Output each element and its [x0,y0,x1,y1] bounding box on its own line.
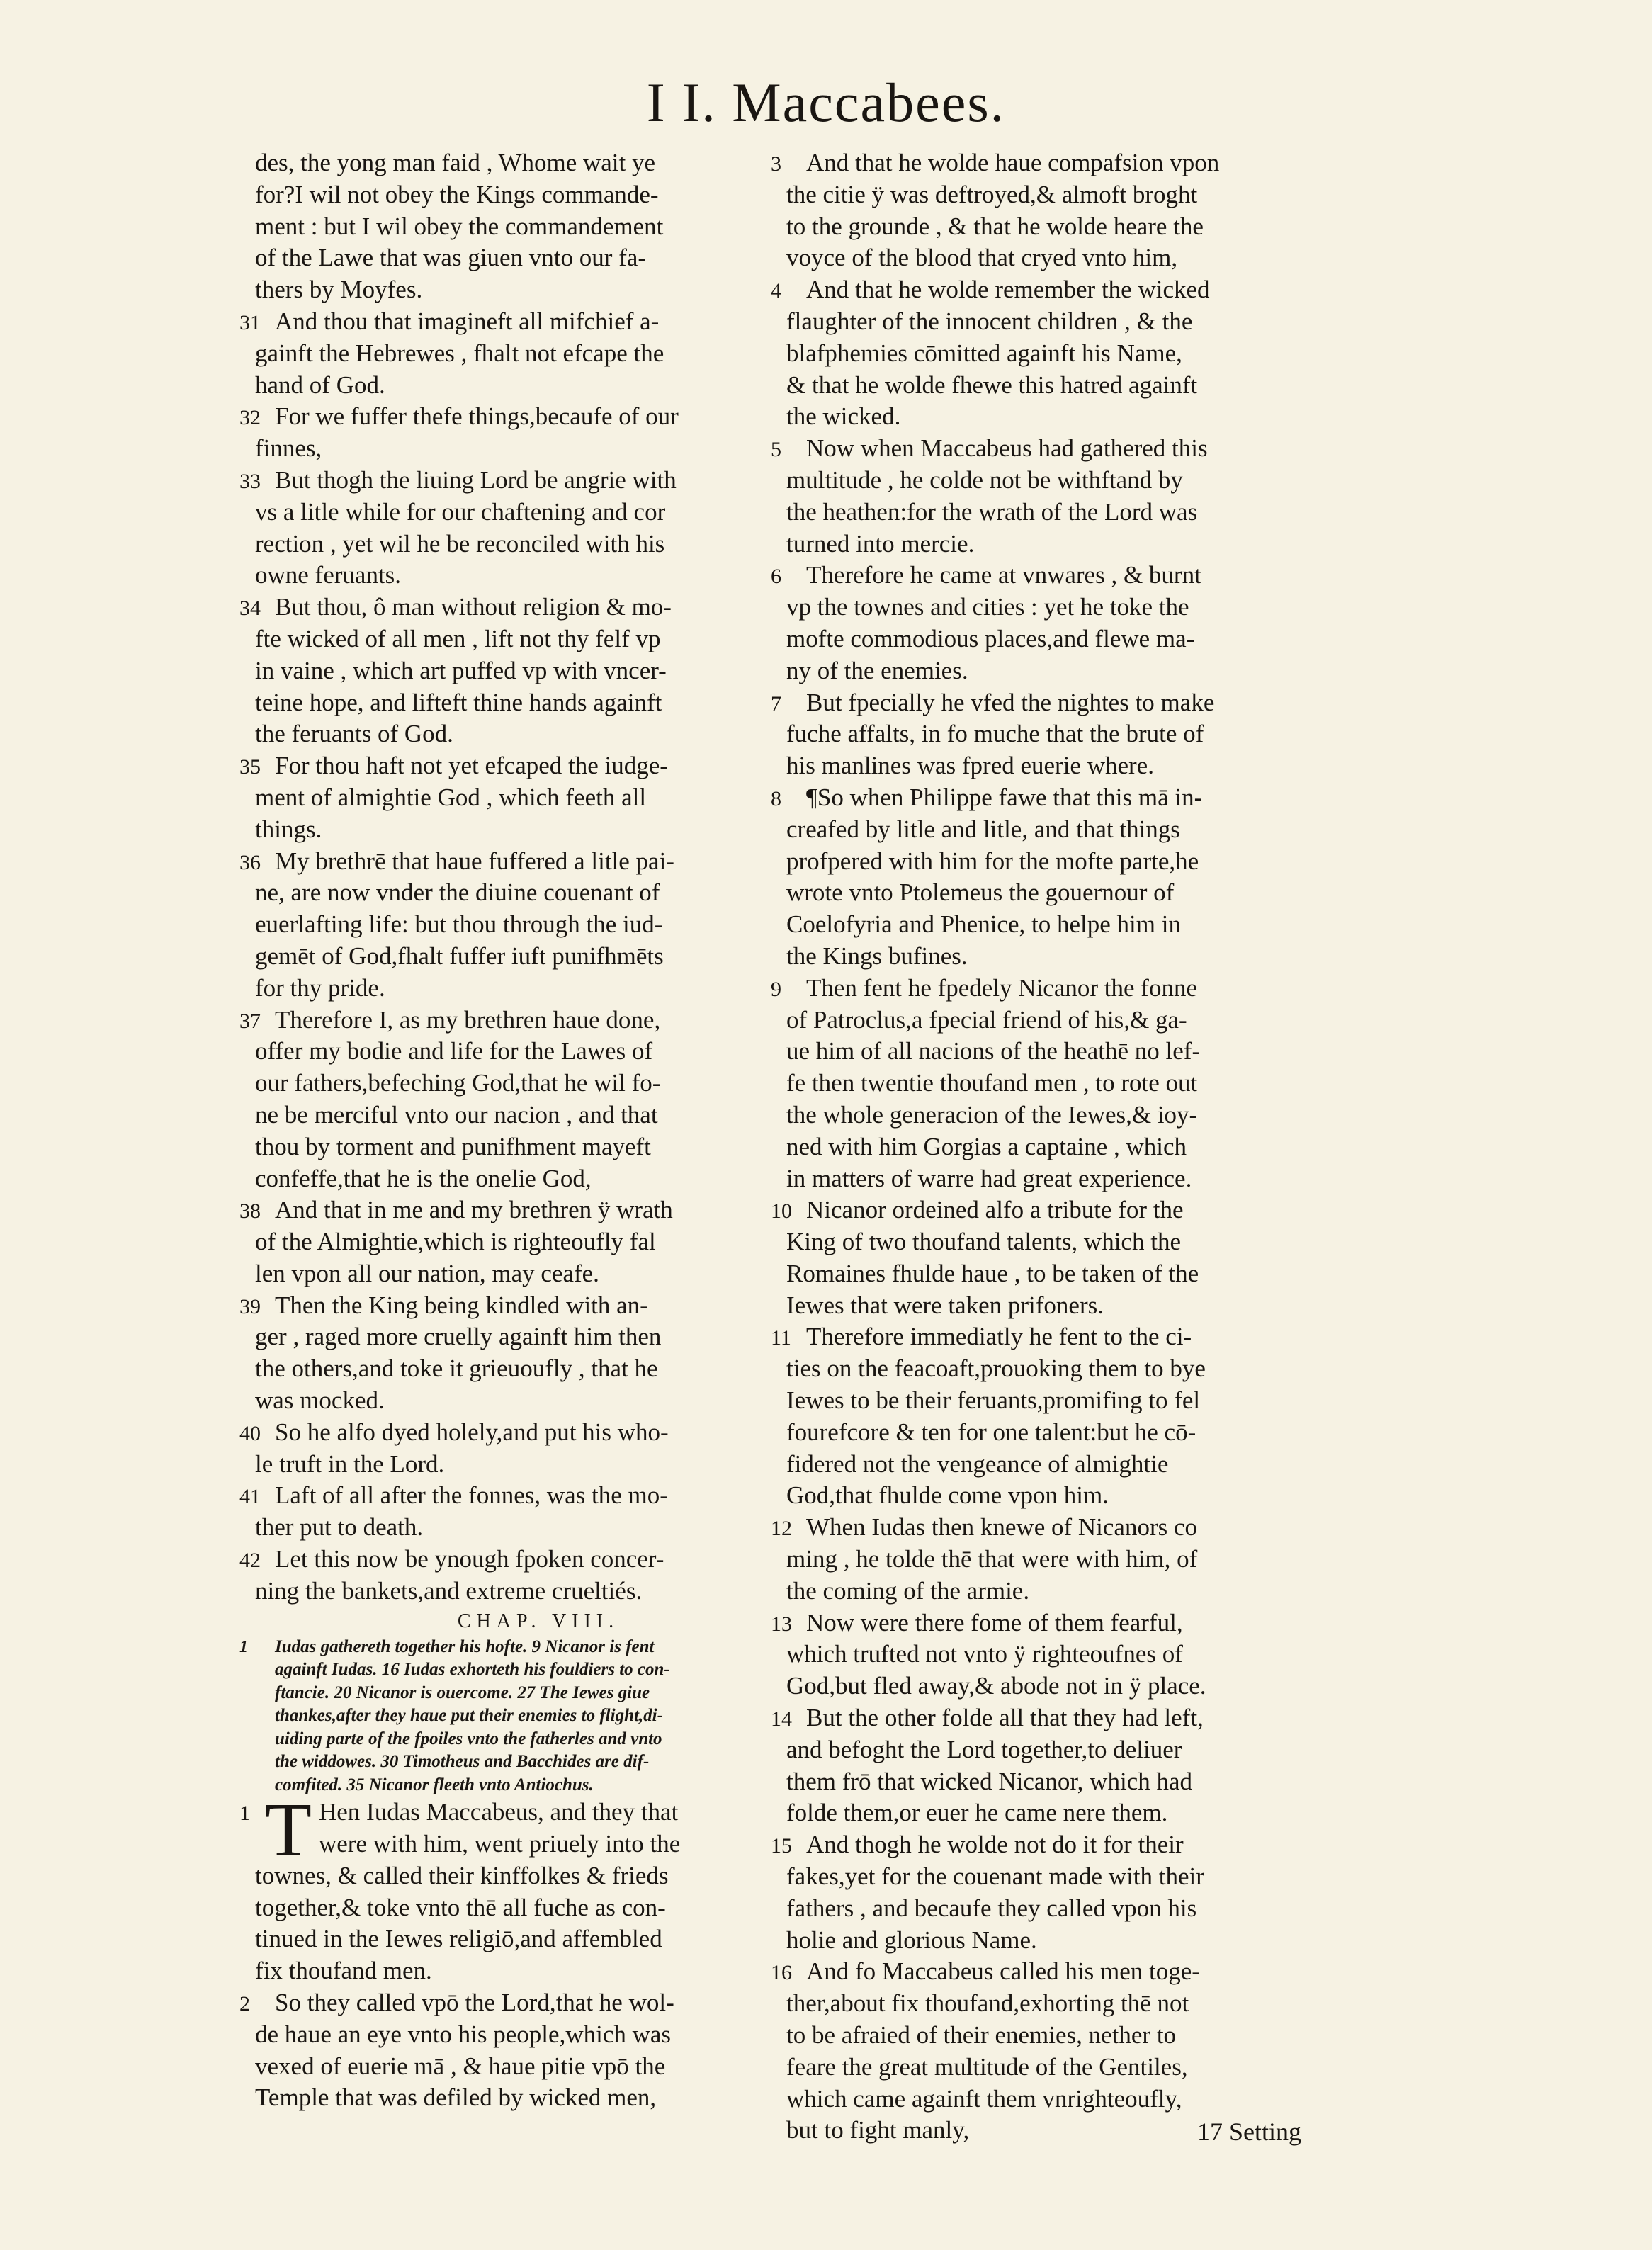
line-text: teine hope, and lifteft thine hands againft [255,688,662,716]
verse-number: 12 [771,1517,792,1541]
line-text: Now when Maccabeus had gathered this [806,434,1208,463]
text-line [255,147,793,179]
text-line [239,750,793,782]
text-line [255,1385,793,1417]
text-line [786,877,1346,909]
line-text: And that he wolde haue compafsion vpon [806,149,1220,176]
text-line [255,941,793,973]
line-text: God,that fhulde come vpon him. [786,1481,1109,1510]
text-line [771,433,1346,465]
line-text: fidered not the vengeance of almightie [786,1449,1169,1478]
line-text: And that he wolde remember the wicked [806,276,1210,304]
line-text: ment of almightie God , which feeth all [255,783,647,811]
line-text: and befoght the Lord together,to deliuer [786,1735,1182,1763]
text-line [786,370,1346,402]
text-line [786,814,1346,846]
line-text: but to fight manly, [786,2116,970,2144]
line-text: which trufted not vnto ÿ righteoufnes of [786,1640,1183,1668]
line-text: his manlines was fpred euerie where. [786,752,1154,780]
text-line [255,528,793,560]
text-line [786,1036,1346,1068]
verse-number: 1 [239,1802,250,1826]
summary-text: thankes,after they haue put their enemies to flight,di- [275,1706,663,1726]
text-line [786,401,1346,433]
line-text: ny of the enemies. [786,656,968,684]
text-line [255,1131,793,1163]
line-text: our fathers,befeching God,that he wil fo- [255,1069,661,1097]
line-text: the heathen:for the wrath of the Lord was [786,497,1198,526]
text-line [255,1258,793,1290]
summary-text: againft Iudas. 16 Iudas exhorteth his fouldiers to con- [275,1660,670,1680]
text-line [771,1956,1346,1988]
text-line [786,1417,1346,1449]
text-line [771,1607,1346,1639]
line-text: le truft in the Lord. [255,1449,445,1478]
line-text: euerlafting life: but thou through the iud- [255,910,663,939]
text-line [239,1290,793,1322]
line-text: Nicanor ordeined alfo a tribute for the [806,1196,1184,1224]
line-text: des, the yong man faid , Whome wait ye [255,149,656,176]
text-line [786,1068,1346,1099]
page-title: I I. Maccabees. [646,72,1006,133]
text-line [786,1544,1346,1576]
text-line [255,338,793,370]
chapter-summary-line [255,1728,793,1751]
text-line [771,782,1346,814]
text-line [786,1734,1346,1766]
line-text: For thou haft not yet efcaped the iudge- [275,752,668,780]
line-text: holie and glorious Name. [786,1926,1037,1954]
line-text: mofte commodious places,and flewe ma- [786,624,1195,652]
text-line [255,1036,793,1068]
text-line [255,909,793,941]
line-text: ther put to death. [255,1513,424,1542]
line-text: But thogh the liuing Lord be angrie with [275,465,677,494]
line-text: things. [255,815,322,843]
verse-number: 6 [771,565,781,589]
line-text: ne be merciful vnto our nacion , and that [255,1100,658,1129]
line-text: So they called vpō the Lord,that he wol- [275,1988,674,2016]
text-line [786,1353,1346,1385]
text-line [786,1005,1346,1036]
text-line [771,1512,1346,1544]
text-line [255,370,793,402]
line-text: thou by torment and punifhment mayeft [255,1132,651,1160]
line-text: Then the King being kindled with an- [275,1291,648,1319]
line-text: fathers , and becaufe they called vpon his [786,1894,1197,1922]
verse-number: 33 [239,469,261,493]
text-line [239,592,793,623]
text-line [771,274,1346,306]
line-text: thers by Moyfes. [255,276,423,304]
line-text: So he alfo dyed holely,and put his who- [275,1418,669,1446]
text-line [786,1290,1346,1322]
chapter-heading: CHAP. VIII. [457,1610,620,1632]
verse-number: 42 [239,1549,261,1573]
text-line [255,877,793,909]
line-text: ue him of all nacions of the heathē no lef- [786,1037,1201,1065]
text-line [786,1639,1346,1670]
line-text: the wicked. [786,402,901,431]
verse-number: 38 [239,1199,261,1223]
text-line [771,560,1346,592]
text-line [255,2082,793,2114]
drop-cap: T [265,1788,312,1873]
line-text: When Iudas then knewe of Nicanors co [806,1513,1198,1542]
text-line [239,1797,793,1828]
verse-number: 32 [239,406,261,430]
line-text: in matters of warre had great experience. [786,1164,1192,1192]
line-text: Iewes to be their feruants,promifing to fel [786,1386,1201,1415]
line-text: And thogh he wolde not do it for their [806,1831,1184,1859]
text-line [239,1480,793,1512]
verse-number: 8 [771,786,781,810]
chapter-opening [239,1788,793,2114]
line-text: ¶So when Philippe fawe that this mā in- [806,783,1203,811]
chapter-summary-line [255,1658,793,1682]
summary-text: ftancie. 20 Nicanor is ouercome. 27 The Iewes giue [275,1683,650,1702]
line-text: Hen Iudas Maccabeus, and they that [319,1798,679,1826]
line-text: Therefore I, as my brethren haue done, [275,1005,661,1034]
line-text: gemēt of God,fhalt fuffer iuft punifhmēts [255,942,664,970]
text-line [239,1194,793,1226]
chapter-summary-line [255,1751,793,1774]
text-line [255,1892,793,1924]
verse-number: 31 [239,310,261,334]
verse-number: 14 [771,1707,792,1731]
line-text: & that he wolde fhewe this hatred againft [786,371,1198,399]
line-text: But thou, ô man without religion & mo- [275,593,672,621]
text-line [255,623,793,655]
line-text: rection , yet wil he be reconciled with his [255,529,665,558]
text-line [786,1797,1346,1829]
text-line [786,1385,1346,1417]
text-line [786,306,1346,338]
text-line [255,814,793,846]
line-text: the feruants of God. [255,720,453,748]
line-text: fakes,yet for the couenant made with their [786,1862,1204,1891]
text-line [255,718,793,750]
line-text: hand of God. [255,371,385,399]
summary-text: uiding parte of the fpoiles vnto the fatherles and vnto [275,1729,662,1748]
text-line [786,1258,1346,1290]
line-text: offer my bodie and life for the Lawes of [255,1037,653,1065]
verse-number: 37 [239,1009,261,1033]
text-line [255,1226,793,1258]
line-text: Romaines fhulde haue , to be taken of the [786,1259,1199,1287]
line-text: ned with him Gorgias a captaine , which [786,1132,1187,1160]
line-text: Therefore immediatly he fent to the ci- [806,1323,1192,1351]
line-text: And fo Maccabeus called his men toge- [806,1957,1200,1986]
line-text: ties on the feacoaft,prouoking them to bye [786,1355,1206,1383]
text-line [786,211,1346,243]
text-line [239,1987,793,2019]
line-text: Then fent he fpedely Nicanor the fonne [806,973,1197,1002]
line-text: ne, are now vnder the diuine couenant of [255,878,660,907]
text-line [771,1702,1346,1734]
text-line [255,1449,793,1481]
line-text: ment : but I wil obey the commandement [255,212,664,240]
line-text: Iewes that were taken prifoners. [786,1291,1104,1319]
text-line [239,1005,793,1036]
text-line [786,909,1346,941]
line-text: But the other folde all that they had left, [806,1704,1204,1732]
line-text: wrote vnto Ptolemeus the gouernour of [786,878,1175,907]
text-line [255,973,793,1005]
text-line [255,1099,793,1131]
line-text: But fpecially he vfed the nightes to make [806,688,1215,716]
line-text: to be afraied of their enemies, nether to [786,2021,1177,2050]
line-text: folde them,or euer he came nere them. [786,1799,1168,1827]
text-line [786,1766,1346,1798]
line-text: Temple that was defiled by wicked men, [255,2084,657,2112]
line-text: was mocked. [255,1386,385,1415]
verse-number: 1 [239,1637,248,1656]
line-text: Coelofyria and Phenice, to helpe him in [786,910,1181,939]
line-text: confeffe,that he is the onelie God, [255,1164,592,1192]
line-text: God,but fled away,& abode not in ÿ place. [786,1672,1206,1700]
text-line [239,465,793,497]
line-text: profpered with him for the mofte parte,he [786,847,1199,875]
text-line [786,846,1346,878]
line-text: the whole generacion of the Iewes,& ioy- [786,1100,1198,1129]
line-text: townes, & called their kinffolkes & frieds [255,1861,669,1889]
line-text: fte wicked of all men , lift not thy felf vp [255,624,661,652]
catchword: 17 Setting [1197,2118,1302,2146]
text-line [255,2019,793,2051]
verse-number: 11 [771,1326,791,1350]
text-line [786,1861,1346,1893]
text-line [786,1925,1346,1957]
text-line [255,1955,793,1987]
verse-number: 4 [771,279,781,303]
text-line [255,1163,793,1195]
verse-number: 36 [239,850,261,874]
text-line [786,718,1346,750]
line-text: For we fuffer thefe things,becaufe of our [275,402,679,431]
verse-number: 34 [239,597,261,621]
text-line [771,973,1346,1005]
line-text: the coming of the armie. [786,1576,1030,1605]
text-line [771,687,1346,719]
text-line [771,147,1346,179]
text-line [786,1670,1346,1702]
line-text: Therefore he came at vnwares , & burnt [806,561,1201,589]
line-text: feare the great multitude of the Gentiles, [786,2052,1188,2081]
text-line [255,687,793,719]
verse-number: 15 [771,1834,792,1858]
text-line [786,750,1346,782]
line-text: multitude , he colde not be withftand by [786,465,1183,494]
line-text: for thy pride. [255,973,385,1002]
line-text: voyce of the blood that cryed vnto him, [786,244,1178,272]
text-line [255,1923,793,1955]
right-column [771,147,1346,2147]
text-line [786,592,1346,623]
line-text: fuche affalts, in fo muche that the brute of [786,720,1204,748]
text-line [255,274,793,306]
text-line [786,338,1346,370]
text-line [255,179,793,211]
line-text: And thou that imagineft all mifchief a- [275,307,660,335]
line-text: And that in me and my brethren ÿ wrath [275,1196,673,1224]
text-line [771,1194,1346,1226]
line-text: ger , raged more cruelly againft him then [255,1323,662,1351]
line-text: Let this now be ynough fpoken concer- [275,1545,664,1573]
line-text: the citie ÿ was deftroyed,& almoft broght [786,180,1198,208]
line-text: tinued in the Iewes religiō,and affembled [255,1925,662,1953]
line-text: blafphemies cōmitted againft his Name, [786,339,1182,367]
verse-number: 40 [239,1421,261,1445]
text-line [771,1321,1346,1353]
line-text: the others,and toke it grieuoufly , that he [255,1355,658,1383]
line-text: in vaine , which art puffed vp with vncer- [255,656,667,684]
line-text: fourefcore & ten for one talent:but he cō- [786,1418,1196,1446]
line-text: were with him, went priuely into the [319,1829,681,1858]
line-text: which came againft them vnrighteoufly, [786,2084,1182,2113]
text-line [786,1576,1346,1607]
line-text: for?I wil not obey the Kings commande- [255,180,659,208]
text-line [786,1893,1346,1925]
verse-number: 9 [771,977,781,1001]
line-text: Now were there fome of them fearful, [806,1608,1183,1636]
line-text: owne feruants. [255,561,402,589]
verse-number: 35 [239,755,261,779]
text-line [786,1988,1346,2020]
verse-number: 5 [771,438,781,462]
line-text: flaughter of the innocent children , & the [786,307,1193,335]
summary-text: the widdowes. 30 Timotheus and Bacchides are dif- [275,1752,650,1772]
text-line [786,1480,1346,1512]
text-line [786,1449,1346,1481]
text-line [255,2051,793,2083]
line-text: them frō that wicked Nicanor, which had [786,1767,1192,1795]
left-column [239,147,793,2114]
text-line [786,941,1346,973]
line-text: len vpon all our nation, may ceafe. [255,1259,599,1287]
text-line [255,782,793,814]
chapter-summary-line [255,1682,793,1705]
text-line [786,2020,1346,2052]
text-line [786,2052,1346,2084]
line-text: vp the townes and cities : yet he toke the [786,593,1189,621]
verse-number: 13 [771,1612,792,1636]
verse-number: 39 [239,1294,261,1318]
text-line [786,655,1346,687]
verse-number: 7 [771,691,781,716]
line-text: de haue an eye vnto his people,which was [255,2020,672,2048]
line-text: ning the bankets,and extreme crueltiés. [255,1576,643,1605]
text-line [239,401,793,433]
text-line [255,242,793,274]
text-line [786,242,1346,274]
verse-number: 41 [239,1485,261,1509]
text-line [255,1512,793,1544]
text-line [255,433,793,465]
text-line [239,846,793,878]
line-text: ther,about fix thoufand,exhorting thē not [786,1989,1189,2018]
line-text: turned into mercie. [786,529,975,558]
line-text: gainft the Hebrewes , fhalt not efcape the [255,339,664,367]
line-text: of Patroclus,a fpecial friend of his,& ga- [786,1005,1187,1034]
text-line [786,179,1346,211]
line-text: the Kings bufines. [786,942,968,970]
text-line [255,1860,793,1892]
text-line [255,1828,793,1860]
text-line [255,560,793,592]
text-line [786,1226,1346,1258]
verse-number: 10 [771,1199,792,1223]
text-line [786,465,1346,497]
line-text: together,& toke vnto thē all fuche as con- [255,1893,666,1921]
text-line [255,1353,793,1385]
text-line [239,1417,793,1449]
verse-number: 2 [239,1991,250,2016]
text-line [786,497,1346,528]
summary-text: Iudas gathereth together his hofte. 9 Nicanor is fent [275,1636,655,1656]
verse-number: 3 [771,152,781,176]
text-line [786,623,1346,655]
text-line [786,1163,1346,1195]
line-text: Laft of all after the fonnes, was the mo- [275,1481,668,1510]
text-line [786,1131,1346,1163]
text-line [786,1099,1346,1131]
line-text: vs a litle while for our chaftening and cor [255,497,666,526]
line-text: creafed by litle and litle, and that things [786,815,1180,843]
line-text: of the Almightie,which is righteoufly fal [255,1228,656,1256]
line-text: fix thoufand men. [255,1957,432,1985]
chapter-summary-line [255,1705,793,1728]
line-text: King of two thoufand talents, which the [786,1228,1181,1256]
text-line [255,497,793,528]
text-line [255,655,793,687]
chapter-summary-line [239,1636,793,1659]
summary-text: comfited. 35 Nicanor fleeth vnto Antiochus. [275,1775,594,1794]
text-line [239,1544,793,1576]
text-line [255,1576,793,1607]
text-line [239,306,793,338]
text-line [255,1068,793,1099]
text-line [771,1829,1346,1861]
line-text: My brethrē that haue fuffered a litle pai- [275,847,674,875]
line-text: of the Lawe that was giuen vnto our fa- [255,244,647,272]
line-text: to the grounde , & that he wolde heare the [786,212,1204,240]
text-line [786,2084,1346,2115]
text-line [255,211,793,243]
line-text: ming , he tolde thē that were with him, of [786,1545,1198,1573]
text-line [786,528,1346,560]
text-line [255,1321,793,1353]
line-text: fe then twentie thoufand men , to rote out [786,1069,1198,1097]
line-text: finnes, [255,434,322,463]
line-text: vexed of euerie mā , & haue pitie vpō the [255,2052,666,2080]
verse-number: 16 [771,1961,792,1985]
chapter-summary-line [255,1774,793,1797]
